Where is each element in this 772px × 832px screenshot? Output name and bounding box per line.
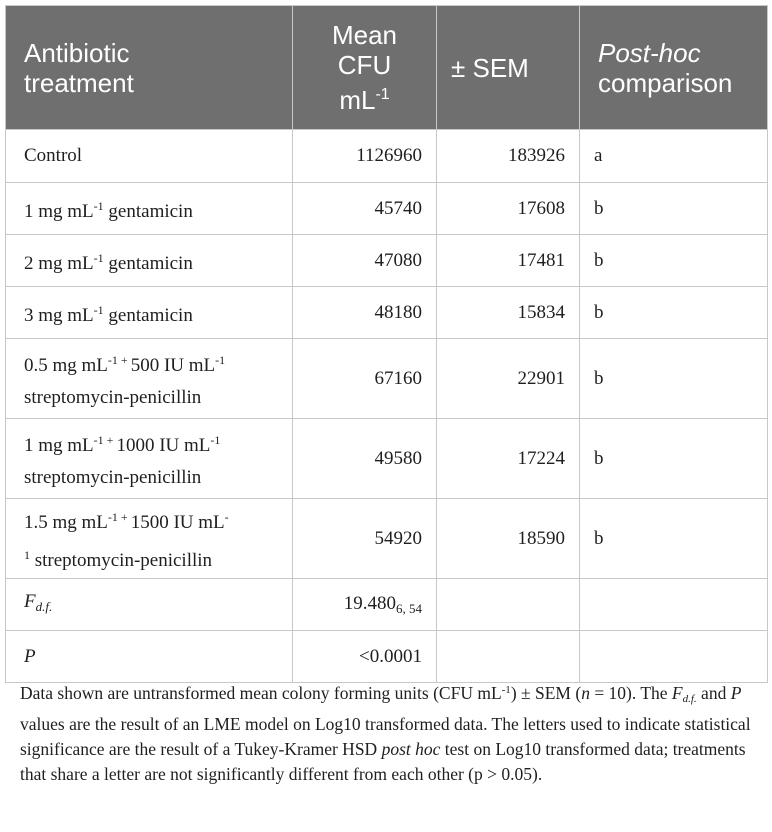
mean-cell: 54920: [293, 499, 437, 579]
sem-cell: 17224: [437, 419, 580, 499]
table-row: [6, 287, 768, 339]
letter-cell: b: [580, 287, 768, 339]
treatment-cell: 1.5 mg $mL^{-1}$ + 1500 IU mL- $^1$ streptomycin-penicillin: [6, 499, 293, 579]
header-mean-cfu: Mean CFU $mL^{-1}$: [293, 6, 437, 130]
letter-cell: b: [580, 235, 768, 287]
sem-cell: 22901: [437, 339, 580, 419]
table-row: [6, 339, 768, 419]
results-table: [5, 5, 768, 683]
treatment-cell: 2 mg $mL^{-1}$ gentamicin: [6, 235, 293, 287]
table-row: [6, 419, 768, 499]
treatment-cell: 3 mg $mL^{-1}$ gentamicin: [6, 287, 293, 339]
letter-cell: b: [580, 339, 768, 419]
treatment-cell: 1 mg $mL^{-1}$ gentamicin: [6, 183, 293, 235]
letter-cell: a: [580, 130, 768, 183]
mean-cell: 45740: [293, 183, 437, 235]
treatment-cell: Control: [6, 130, 293, 183]
mean-cell: 49580: [293, 419, 437, 499]
header-antibiotic-treatment: Antibiotic treatment: [6, 6, 293, 130]
table-row: [6, 235, 768, 287]
sem-cell: 183926: [437, 130, 580, 183]
header-row: [6, 6, 768, 130]
mean-cell: 67160: [293, 339, 437, 419]
mean-cell: 1126960: [293, 130, 437, 183]
f-stat-row: [6, 579, 768, 631]
table-row: [6, 499, 768, 579]
sem-cell: 15834: [437, 287, 580, 339]
p-value-row: [6, 631, 768, 683]
header-sem: ± SEM: [437, 6, 580, 130]
letter-cell: b: [580, 183, 768, 235]
letter-cell: b: [580, 419, 768, 499]
mean-cell: 47080: [293, 235, 437, 287]
treatment-cell: 0.5 mg $mL^{-1}$ + 500 IU $mL^{-1}$ streptomycin-penicillin: [6, 339, 293, 419]
header-post-hoc-comparison: Post-hoc comparison: [580, 6, 768, 130]
sem-cell: 17608: [437, 183, 580, 235]
treatment-cell: 1 mg $mL^{-1}$ + 1000 IU $mL^{-1}$ streptomycin-penicillin: [6, 419, 293, 499]
mean-cell: 48180: [293, 287, 437, 339]
sem-cell: 18590: [437, 499, 580, 579]
table-row: [6, 183, 768, 235]
p-value-label: P: [6, 631, 293, 683]
sem-cell: 17481: [437, 235, 580, 287]
f-stat-value: $19.480_{6, 54}$: [293, 579, 437, 631]
letter-cell: b: [580, 499, 768, 579]
p-value: <0.0001: [293, 631, 437, 683]
table-footnote: Data shown are untransformed mean colony forming units (CFU $mL^{-1}$) ± SEM (n = 10). The $F_{d.f.}$ and P values are the result of an LME model on Log10 transformed data. The letters used to indicate statistical significance are the result of a Tukey-Kramer HSD post hoc test on Log10 transformed data; treatments that share a letter are not significantly different from each other (p > 0.05).: [20, 683, 751, 784]
f-stat-label: $F_{d.f.}$: [6, 579, 293, 631]
table-row: [6, 130, 768, 183]
